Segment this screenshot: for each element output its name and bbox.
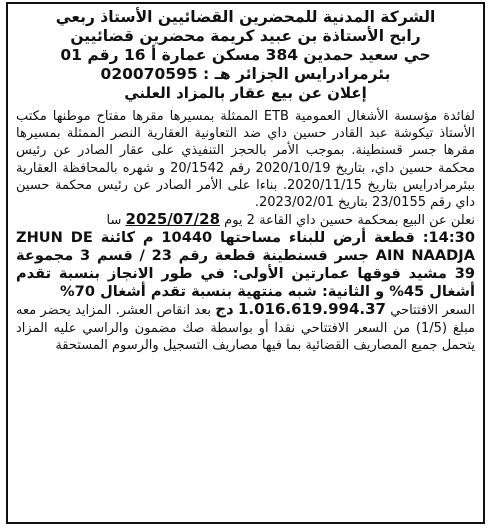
sale-announcement-text: نعلن عن البيع بمحكمة حسين داي القاعة 2 يوم [224, 213, 475, 229]
office-name-line2: رابح الأستاذة بن عبيد كريمة محضرين قضائيين [70, 27, 421, 45]
sale-time-prefix: سا [106, 213, 122, 229]
notice-paragraph-sale-date [16, 211, 475, 229]
office-name-line1: الشركة المدنية للمحضرين القضائيين الأستاذ ربعي [55, 8, 436, 26]
notice-frame [6, 2, 485, 524]
opening-price-value: 1.016.619.994.37 [237, 300, 386, 319]
notice-title: إعلان عن بيع عقار بالمزاد العلني [124, 84, 367, 102]
opening-price-label: السعر الافتتاحي [390, 303, 475, 319]
notice-document [16, 8, 475, 518]
sale-date: 2025/07/28 [125, 210, 220, 229]
notice-paragraph-price [16, 301, 475, 354]
price-currency: دج [215, 300, 234, 319]
notice-paragraph-parties: لفائدة مؤسسة الأشغال العمومية ETB الممثلة بمسيرها مقرها مفتاح موطنها مكتب الأستاذ تيكوشة عبد القادر حسين داي ضد التعاونية العقارية النصر الممثلة بمسيرها مقرها جسر قسنطينة. بموجب الأمر بالحجز التنفيذي على عقار الصادر عن رئيس محكمة حسين داي، بتاريخ 2020/10/19 رقم 20/1542 و شهره بالمحافظة العقارية ببئرمرادرايس بتاريخ 2020/11/15. بناءا على الأمر الصادر عن رئيس محكمة حسين داي رقم 23/0155 بتاريخ 2023/02/01. [16, 109, 475, 211]
notice-paragraph-property: 14:30: قطعة أرض للبناء مساحتها 10440 م كائنة ZHUN DE AIN NAADJA جسر قسنطينة قطعة رقم 23 / قسم 3 مجموعة 39 مشيد فوقها عمارتين الأولى: في طور الانجاز بنسبة تقدم أشغال 45% و الثانية: شبه منتهية بنسبة تقدم أشغال 70% [16, 229, 475, 301]
office-phone-line: بئرمرادرايس الجزائر هـ : 020070595 [100, 65, 391, 83]
auction-conditions: بعد انقاص العشر. المزايد يحضر معه مبلغ (1/5) من السعر الافتتاحي نقدا أو بواسطة صك مضمون والراسي عليه المزاد يتحمل جميع المصاريف القضائية بما فيها مصاريف التسجيل والرسوم المستحقة [16, 303, 475, 353]
office-address: حي سعيد حمدين 384 مسكن عمارة أ 16 رقم 01 [60, 46, 431, 64]
